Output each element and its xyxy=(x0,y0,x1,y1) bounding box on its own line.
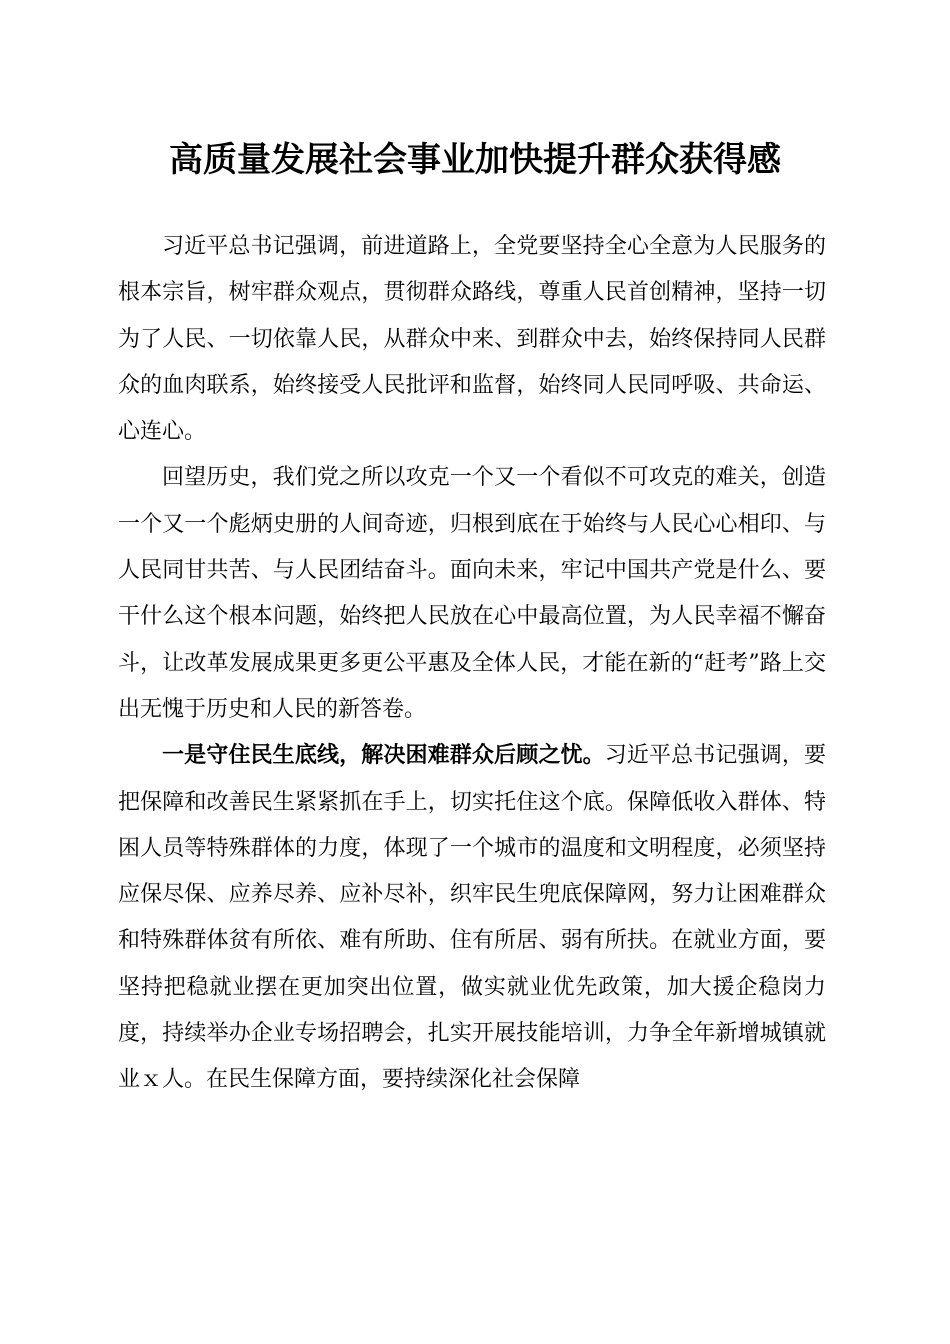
document-title: 高质量发展社会事业加快提升群众获得感 xyxy=(169,140,781,180)
paragraph-2-text: 回望历史，我们党之所以攻克一个又一个看似不可攻克的难关，创造一个又一个彪炳史册的人间奇迹，归根到底在于始终与人民心心相印、与人民同甘共苦、与人民团结奋斗。面向未来，牢记中国共产党是什么、要干什么这个根本问题，始终把人民放在心中最高位置，为人民幸福不懈奋斗，让改革发展成果更多更公平惠及全体人民，才能在新的“赶考”路上交出无愧于历史和人民的新答卷。 xyxy=(118,465,826,722)
paragraph-2 xyxy=(118,455,826,733)
paragraph-3-text: 习近平总书记强调，要把保障和改善民生紧紧抓在手上，切实托住这个底。保障低收入群体、特困人员等特殊群体的力度，体现了一个城市的温度和文明程度，必须坚持应保尽保、应养尽养、应补尽补，织牢民生兜底保障网，努力让困难群众和特殊群体贫有所依、难有所助、住有所居、弱有所扶。在就业方面，要坚持把稳就业摆在更加突出位置，做实就业优先政策，加大援企稳岗力度，持续举办企业专场招聘会，扎实开展技能培训，力争全年新增城镇就业ｘ人。在民生保障方面，要持续深化社会保障 xyxy=(118,743,826,1093)
document-body xyxy=(118,224,826,1104)
paragraph-3 xyxy=(118,733,826,1103)
paragraph-1 xyxy=(118,224,826,455)
paragraph-3-lead: 一是守住民生底线，解决困难群众后顾之忧。 xyxy=(162,743,605,769)
paragraph-1-text: 习近平总书记强调，前进道路上，全党要坚持全心全意为人民服务的根本宗旨，树牢群众观点，贯彻群众路线，尊重人民首创精神，坚持一切为了人民、一切依靠人民，从群众中来、到群众中去，始终保持同人民群众的血肉联系，始终接受人民批评和监督，始终同人民同呼吸、共命运、心连心。 xyxy=(118,234,826,445)
